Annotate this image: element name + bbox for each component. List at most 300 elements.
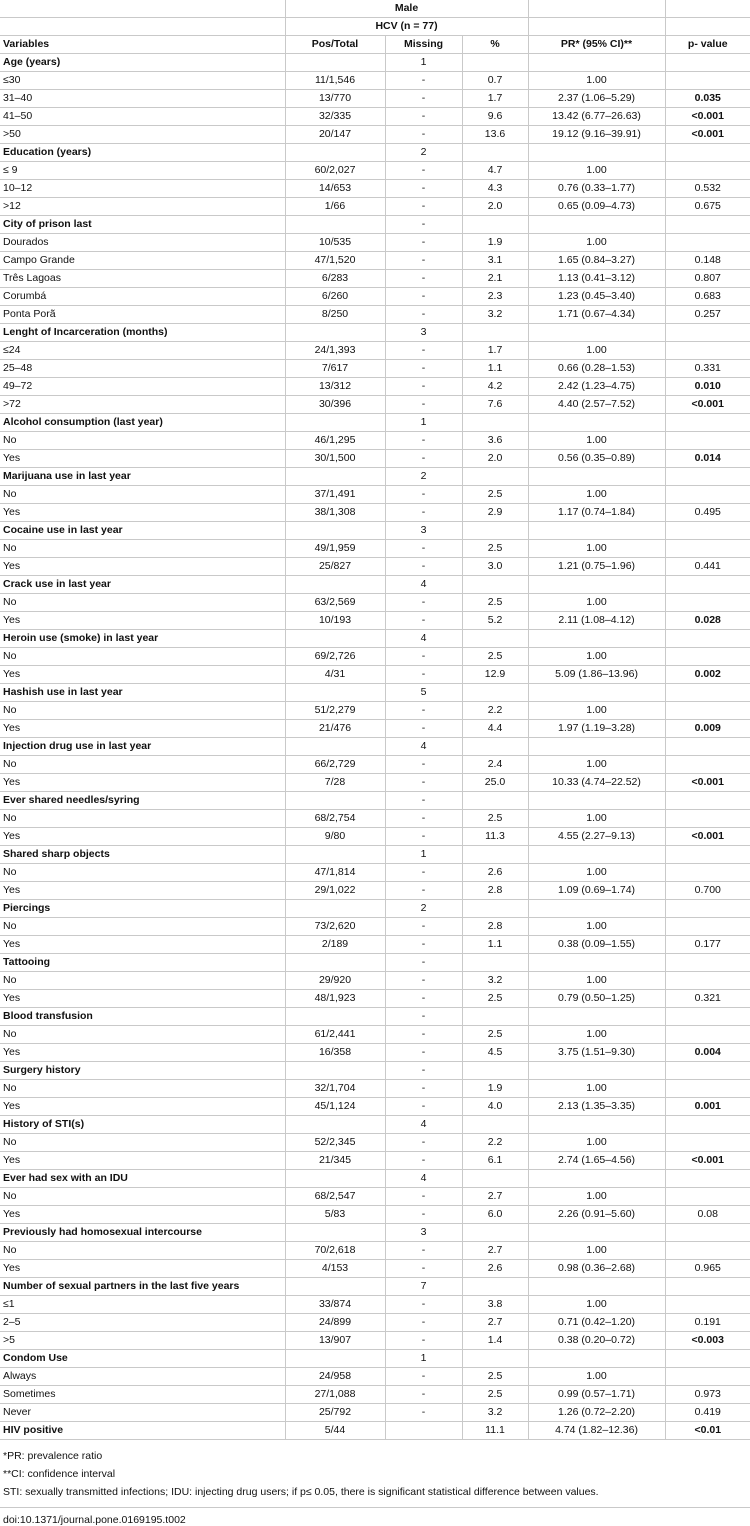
pr-ci-cell — [528, 522, 665, 540]
missing-cell: 4 — [385, 738, 462, 756]
pr-ci-cell — [528, 1350, 665, 1368]
percent-cell: 25.0 — [462, 774, 528, 792]
percent-cell: 5.2 — [462, 612, 528, 630]
p-value-cell: <0.003 — [665, 1332, 750, 1350]
percent-cell — [462, 1278, 528, 1296]
pos-total-cell: 38/1,308 — [285, 504, 385, 522]
table-group-row — [0, 900, 750, 918]
table-row — [0, 774, 750, 792]
percent-cell: 2.9 — [462, 504, 528, 522]
table-row — [0, 540, 750, 558]
pos-total-cell: 7/28 — [285, 774, 385, 792]
pos-total-cell: 51/2,279 — [285, 702, 385, 720]
p-value-cell — [665, 702, 750, 720]
p-value-cell — [665, 342, 750, 360]
missing-cell: 3 — [385, 324, 462, 342]
pr-ci-cell: 4.74 (1.82–12.36) — [528, 1422, 665, 1440]
variable-cell: HIV positive — [0, 1422, 285, 1440]
missing-cell: - — [385, 1296, 462, 1314]
variable-cell: Yes — [0, 1206, 285, 1224]
p-value-cell: 0.321 — [665, 990, 750, 1008]
variable-cell: Corumbá — [0, 288, 285, 306]
percent-cell — [462, 1008, 528, 1026]
pos-total-cell: 47/1,520 — [285, 252, 385, 270]
variable-cell: Yes — [0, 1152, 285, 1170]
p-value-cell — [665, 846, 750, 864]
percent-cell: 3.1 — [462, 252, 528, 270]
variable-cell: Heroin use (smoke) in last year — [0, 630, 285, 648]
p-value-cell — [665, 1296, 750, 1314]
variable-cell: Ever had sex with an IDU — [0, 1170, 285, 1188]
pos-total-cell: 27/1,088 — [285, 1386, 385, 1404]
table-row — [0, 1332, 750, 1350]
table-row — [0, 306, 750, 324]
table-group-row — [0, 468, 750, 486]
pr-ci-cell: 1.00 — [528, 702, 665, 720]
p-value-cell — [665, 594, 750, 612]
percent-cell: 2.5 — [462, 594, 528, 612]
pos-total-cell — [285, 1350, 385, 1368]
pos-total-cell: 14/653 — [285, 180, 385, 198]
pr-ci-cell: 0.99 (0.57–1.71) — [528, 1386, 665, 1404]
column-header-p-value: p- value — [665, 36, 750, 54]
percent-cell — [462, 414, 528, 432]
table-row — [0, 936, 750, 954]
header-blank-cell — [0, 0, 285, 18]
variable-cell: Três Lagoas — [0, 270, 285, 288]
pr-ci-cell: 0.38 (0.20–0.72) — [528, 1332, 665, 1350]
missing-cell: - — [385, 720, 462, 738]
pr-ci-cell: 2.13 (1.35–3.35) — [528, 1098, 665, 1116]
percent-cell — [462, 900, 528, 918]
p-value-cell: 0.441 — [665, 558, 750, 576]
missing-cell: - — [385, 432, 462, 450]
p-value-cell — [665, 216, 750, 234]
pr-ci-cell: 0.79 (0.50–1.25) — [528, 990, 665, 1008]
missing-cell: - — [385, 162, 462, 180]
variable-cell: Hashish use in last year — [0, 684, 285, 702]
p-value-cell — [665, 1188, 750, 1206]
pos-total-cell — [285, 1224, 385, 1242]
p-value-cell — [665, 1080, 750, 1098]
variable-cell: No — [0, 1026, 285, 1044]
pr-ci-cell: 1.00 — [528, 72, 665, 90]
percent-cell: 2.6 — [462, 1260, 528, 1278]
missing-cell: - — [385, 936, 462, 954]
table-row — [0, 90, 750, 108]
p-value-cell: <0.001 — [665, 828, 750, 846]
pos-total-cell: 2/189 — [285, 936, 385, 954]
variable-cell: Yes — [0, 612, 285, 630]
pos-total-cell — [285, 414, 385, 432]
variable-cell: Yes — [0, 450, 285, 468]
variable-cell: Never — [0, 1404, 285, 1422]
p-value-cell — [665, 432, 750, 450]
p-value-cell — [665, 1026, 750, 1044]
pr-ci-cell: 0.98 (0.36–2.68) — [528, 1260, 665, 1278]
variable-cell: Surgery history — [0, 1062, 285, 1080]
missing-cell: 3 — [385, 1224, 462, 1242]
pr-ci-cell: 0.38 (0.09–1.55) — [528, 936, 665, 954]
table-row — [0, 126, 750, 144]
p-value-cell — [665, 972, 750, 990]
missing-cell: - — [385, 1260, 462, 1278]
percent-cell — [462, 1224, 528, 1242]
pos-total-cell: 63/2,569 — [285, 594, 385, 612]
pr-ci-cell: 1.17 (0.74–1.84) — [528, 504, 665, 522]
pos-total-cell: 10/193 — [285, 612, 385, 630]
pos-total-cell: 4/31 — [285, 666, 385, 684]
variable-cell: Piercings — [0, 900, 285, 918]
p-value-cell — [665, 1242, 750, 1260]
variable-cell: No — [0, 1134, 285, 1152]
percent-cell: 12.9 — [462, 666, 528, 684]
table-row — [0, 864, 750, 882]
pos-total-cell — [285, 792, 385, 810]
pos-total-cell — [285, 1008, 385, 1026]
pr-ci-cell — [528, 468, 665, 486]
pos-total-cell: 8/250 — [285, 306, 385, 324]
table-row — [0, 432, 750, 450]
table-row — [0, 702, 750, 720]
p-value-cell: 0.331 — [665, 360, 750, 378]
missing-cell: - — [385, 126, 462, 144]
missing-cell: - — [385, 1062, 462, 1080]
pos-total-cell: 60/2,027 — [285, 162, 385, 180]
variable-cell: Yes — [0, 990, 285, 1008]
pr-ci-cell: 1.23 (0.45–3.40) — [528, 288, 665, 306]
pr-ci-cell: 1.00 — [528, 432, 665, 450]
p-value-cell: <0.01 — [665, 1422, 750, 1440]
pos-total-cell: 6/283 — [285, 270, 385, 288]
pr-ci-cell: 1.26 (0.72–2.20) — [528, 1404, 665, 1422]
percent-cell: 2.2 — [462, 1134, 528, 1152]
p-value-cell — [665, 900, 750, 918]
variable-cell: Yes — [0, 774, 285, 792]
variable-cell: Education (years) — [0, 144, 285, 162]
pos-total-cell: 7/617 — [285, 360, 385, 378]
variable-cell: ≤24 — [0, 342, 285, 360]
missing-cell: - — [385, 756, 462, 774]
pr-ci-cell: 1.00 — [528, 486, 665, 504]
p-value-cell — [665, 1062, 750, 1080]
p-value-cell: 0.035 — [665, 90, 750, 108]
pos-total-cell: 46/1,295 — [285, 432, 385, 450]
pos-total-cell: 68/2,754 — [285, 810, 385, 828]
variable-cell: 31–40 — [0, 90, 285, 108]
percent-cell: 1.9 — [462, 234, 528, 252]
missing-cell: - — [385, 774, 462, 792]
pos-total-cell: 29/1,022 — [285, 882, 385, 900]
pr-ci-cell — [528, 54, 665, 72]
missing-cell: - — [385, 882, 462, 900]
percent-cell: 7.6 — [462, 396, 528, 414]
pr-ci-cell: 1.00 — [528, 756, 665, 774]
pos-total-cell — [285, 900, 385, 918]
variable-cell: 49–72 — [0, 378, 285, 396]
missing-cell — [385, 1422, 462, 1440]
variable-cell: No — [0, 648, 285, 666]
column-header-missing: Missing — [385, 36, 462, 54]
table-row — [0, 666, 750, 684]
pr-ci-cell: 1.00 — [528, 1296, 665, 1314]
column-header-percent: % — [462, 36, 528, 54]
percent-cell — [462, 216, 528, 234]
table-row — [0, 810, 750, 828]
p-value-cell — [665, 324, 750, 342]
missing-cell: - — [385, 1314, 462, 1332]
footnotes — [0, 1440, 750, 1501]
percent-cell: 2.5 — [462, 810, 528, 828]
pos-total-cell: 13/770 — [285, 90, 385, 108]
table-row — [0, 720, 750, 738]
pr-ci-cell: 1.00 — [528, 810, 665, 828]
pr-ci-cell: 1.00 — [528, 234, 665, 252]
table-row — [0, 504, 750, 522]
p-value-cell — [665, 1278, 750, 1296]
missing-cell: - — [385, 702, 462, 720]
table-row — [0, 882, 750, 900]
table-row — [0, 180, 750, 198]
missing-cell: - — [385, 396, 462, 414]
pos-total-cell — [285, 144, 385, 162]
missing-cell: - — [385, 558, 462, 576]
table-group-row — [0, 630, 750, 648]
missing-cell: - — [385, 972, 462, 990]
percent-cell: 4.4 — [462, 720, 528, 738]
variable-cell: Injection drug use in last year — [0, 738, 285, 756]
variable-cell: Yes — [0, 558, 285, 576]
pos-total-cell — [285, 954, 385, 972]
p-value-cell: <0.001 — [665, 1152, 750, 1170]
missing-cell: - — [385, 108, 462, 126]
variable-cell: Yes — [0, 936, 285, 954]
pos-total-cell — [285, 630, 385, 648]
pr-ci-cell: 1.00 — [528, 342, 665, 360]
header-blank-cell — [528, 18, 665, 36]
percent-cell — [462, 1170, 528, 1188]
footnote-ci: **CI: confidence interval — [3, 1468, 116, 1480]
missing-cell: - — [385, 288, 462, 306]
percent-cell: 2.7 — [462, 1188, 528, 1206]
pos-total-cell: 13/907 — [285, 1332, 385, 1350]
pr-ci-cell: 1.00 — [528, 1368, 665, 1386]
pr-ci-cell: 3.75 (1.51–9.30) — [528, 1044, 665, 1062]
variable-cell: No — [0, 810, 285, 828]
table-row — [0, 378, 750, 396]
table-row — [0, 1044, 750, 1062]
pr-ci-cell: 0.66 (0.28–1.53) — [528, 360, 665, 378]
p-value-cell: 0.965 — [665, 1260, 750, 1278]
table-row — [0, 360, 750, 378]
table-row — [0, 828, 750, 846]
p-value-cell — [665, 522, 750, 540]
table-group-row — [0, 576, 750, 594]
pos-total-cell — [285, 216, 385, 234]
missing-cell: 1 — [385, 414, 462, 432]
header-blank-cell — [665, 0, 750, 18]
variable-cell: No — [0, 540, 285, 558]
pos-total-cell: 16/358 — [285, 1044, 385, 1062]
missing-cell: - — [385, 648, 462, 666]
pos-total-cell: 49/1,959 — [285, 540, 385, 558]
pr-ci-cell: 2.26 (0.91–5.60) — [528, 1206, 665, 1224]
pos-total-cell — [285, 468, 385, 486]
missing-cell: 1 — [385, 54, 462, 72]
variable-cell: No — [0, 486, 285, 504]
table-group-row — [0, 522, 750, 540]
p-value-cell: 0.177 — [665, 936, 750, 954]
variable-cell: >12 — [0, 198, 285, 216]
table-row — [0, 1098, 750, 1116]
missing-cell: 5 — [385, 684, 462, 702]
p-value-cell — [665, 1008, 750, 1026]
pos-total-cell: 52/2,345 — [285, 1134, 385, 1152]
p-value-cell: <0.001 — [665, 108, 750, 126]
variable-cell: Yes — [0, 720, 285, 738]
table-group-row — [0, 54, 750, 72]
pos-total-cell: 37/1,491 — [285, 486, 385, 504]
percent-cell — [462, 630, 528, 648]
table-row — [0, 108, 750, 126]
percent-cell: 13.6 — [462, 126, 528, 144]
missing-cell: - — [385, 1332, 462, 1350]
percent-cell: 4.5 — [462, 1044, 528, 1062]
missing-cell: - — [385, 810, 462, 828]
variable-cell: No — [0, 756, 285, 774]
percent-cell: 11.3 — [462, 828, 528, 846]
pr-ci-cell — [528, 900, 665, 918]
table-row — [0, 1206, 750, 1224]
missing-cell: - — [385, 540, 462, 558]
p-value-cell: 0.148 — [665, 252, 750, 270]
pr-ci-cell — [528, 684, 665, 702]
pos-total-cell: 69/2,726 — [285, 648, 385, 666]
pr-ci-cell: 0.71 (0.42–1.20) — [528, 1314, 665, 1332]
missing-cell: - — [385, 954, 462, 972]
table-group-row — [0, 414, 750, 432]
table-row — [0, 756, 750, 774]
pr-ci-cell: 19.12 (9.16–39.91) — [528, 126, 665, 144]
variable-cell: >72 — [0, 396, 285, 414]
pr-ci-cell — [528, 1170, 665, 1188]
missing-cell: - — [385, 504, 462, 522]
variable-cell: Marijuana use in last year — [0, 468, 285, 486]
variable-cell: ≤30 — [0, 72, 285, 90]
variable-cell: Cocaine use in last year — [0, 522, 285, 540]
p-value-cell: <0.001 — [665, 774, 750, 792]
p-value-cell — [665, 540, 750, 558]
percent-cell: 3.2 — [462, 1404, 528, 1422]
table-group-row — [0, 1062, 750, 1080]
pr-ci-cell — [528, 1062, 665, 1080]
table-row — [0, 486, 750, 504]
variable-cell: Yes — [0, 504, 285, 522]
p-value-cell — [665, 918, 750, 936]
missing-cell: - — [385, 666, 462, 684]
variable-cell: Yes — [0, 1260, 285, 1278]
table-group-row — [0, 1350, 750, 1368]
percent-cell: 9.6 — [462, 108, 528, 126]
missing-cell: - — [385, 486, 462, 504]
missing-cell: - — [385, 1026, 462, 1044]
variable-cell: Ponta Porã — [0, 306, 285, 324]
doi-line: doi:10.1371/journal.pone.0169195.t002 — [0, 1507, 750, 1526]
p-value-cell — [665, 864, 750, 882]
footnote-pr: *PR: prevalence ratio — [3, 1450, 103, 1462]
p-value-cell — [665, 792, 750, 810]
p-value-cell — [665, 72, 750, 90]
pr-ci-cell: 1.00 — [528, 1188, 665, 1206]
pos-total-cell: 24/958 — [285, 1368, 385, 1386]
table-row — [0, 1386, 750, 1404]
header-hcv-label: HCV (n = 77) — [285, 18, 528, 36]
variable-cell: Alcohol consumption (last year) — [0, 414, 285, 432]
pr-ci-cell — [528, 954, 665, 972]
pos-total-cell — [285, 684, 385, 702]
pos-total-cell: 29/920 — [285, 972, 385, 990]
p-value-cell: 0.495 — [665, 504, 750, 522]
missing-cell: - — [385, 1386, 462, 1404]
pr-ci-cell: 0.56 (0.35–0.89) — [528, 450, 665, 468]
header-group-label: Male — [285, 0, 528, 18]
missing-cell: 2 — [385, 468, 462, 486]
p-value-cell — [665, 1368, 750, 1386]
table-row — [0, 1134, 750, 1152]
pr-ci-cell: 1.00 — [528, 1242, 665, 1260]
missing-cell: - — [385, 1242, 462, 1260]
missing-cell: 4 — [385, 576, 462, 594]
percent-cell: 3.2 — [462, 306, 528, 324]
percent-cell: 4.7 — [462, 162, 528, 180]
variable-cell: Previously had homosexual intercourse — [0, 1224, 285, 1242]
p-value-cell — [665, 1116, 750, 1134]
column-header-pr-ci: PR* (95% CI)** — [528, 36, 665, 54]
table-row — [0, 990, 750, 1008]
percent-cell: 2.7 — [462, 1242, 528, 1260]
pos-total-cell: 13/312 — [285, 378, 385, 396]
missing-cell: - — [385, 864, 462, 882]
variable-cell: Yes — [0, 828, 285, 846]
pos-total-cell: 47/1,814 — [285, 864, 385, 882]
pr-ci-cell: 1.65 (0.84–3.27) — [528, 252, 665, 270]
pr-ci-cell: 1.00 — [528, 864, 665, 882]
percent-cell: 0.7 — [462, 72, 528, 90]
missing-cell: 4 — [385, 1170, 462, 1188]
missing-cell: - — [385, 1368, 462, 1386]
variable-cell: Yes — [0, 666, 285, 684]
pr-ci-cell: 2.74 (1.65–4.56) — [528, 1152, 665, 1170]
table-group-row — [0, 1224, 750, 1242]
p-value-cell — [665, 414, 750, 432]
percent-cell — [462, 738, 528, 756]
p-value-cell: 0.028 — [665, 612, 750, 630]
table-row — [0, 72, 750, 90]
variable-cell: Shared sharp objects — [0, 846, 285, 864]
pos-total-cell — [285, 1170, 385, 1188]
variable-cell: No — [0, 918, 285, 936]
missing-cell: - — [385, 252, 462, 270]
percent-cell: 2.2 — [462, 702, 528, 720]
pr-ci-cell: 2.11 (1.08–4.12) — [528, 612, 665, 630]
pr-ci-cell — [528, 630, 665, 648]
missing-cell: - — [385, 990, 462, 1008]
p-value-cell — [665, 234, 750, 252]
table-row — [0, 1314, 750, 1332]
table-group-row — [0, 1422, 750, 1440]
table-group-row — [0, 1278, 750, 1296]
table-group-row — [0, 1170, 750, 1188]
